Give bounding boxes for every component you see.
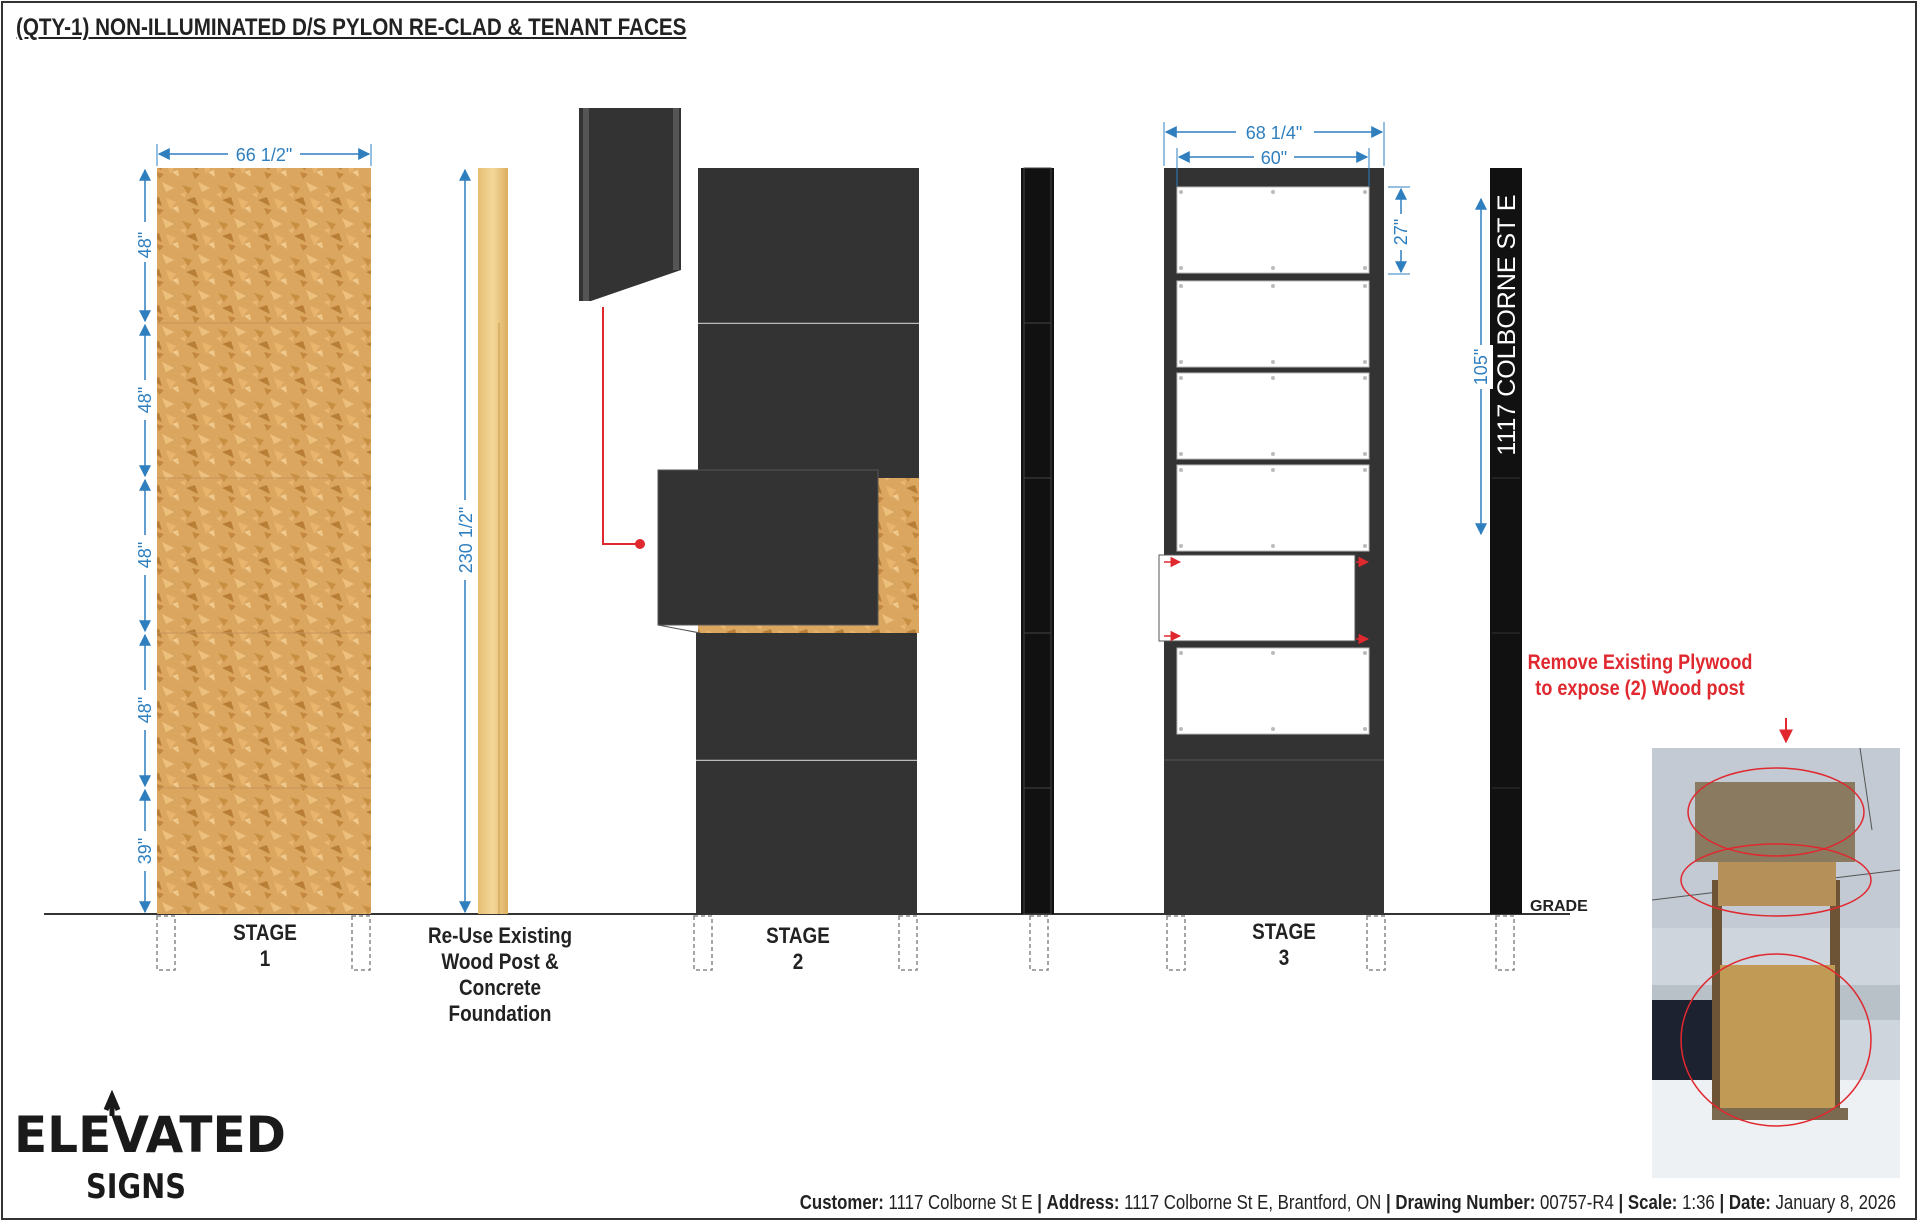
- panel5-height-label: 39": [135, 837, 155, 865]
- cap-extrusion: [579, 108, 681, 301]
- address-height-label: 105": [1471, 348, 1491, 386]
- red-leader-dot: [635, 539, 645, 549]
- logo-line1: ELEVATED: [14, 1106, 286, 1164]
- stage1-plywood: [157, 168, 371, 914]
- separator: |: [1385, 1192, 1391, 1214]
- existing-sign-photo: [1652, 748, 1900, 1178]
- tenant-face: [1177, 281, 1369, 367]
- drawing-number-label: Drawing Number:: [1395, 1192, 1536, 1214]
- tenant-face: [1177, 187, 1369, 273]
- footing: [157, 916, 175, 970]
- grade-label: GRADE: [1530, 898, 1588, 915]
- panel2-height-label: 48": [135, 386, 155, 414]
- panel3-height-label: 48": [135, 541, 155, 569]
- post-note-line2: Wood Post & Concrete: [441, 949, 559, 1000]
- panel1-height-label: 48": [135, 231, 155, 259]
- photo-note-line1: Remove Existing Plywood: [1527, 651, 1753, 674]
- tenant-face: [1177, 648, 1369, 734]
- footing: [352, 916, 370, 970]
- address-text: 1117 COLBORNE ST E: [1493, 194, 1521, 456]
- wood-post: [478, 168, 508, 914]
- separator: |: [1618, 1192, 1624, 1214]
- elevated-signs-logo: [12, 1090, 292, 1210]
- stage1-width-label: 66 1/2": [235, 145, 293, 165]
- stage3-inner-width-label: 60": [1260, 148, 1288, 168]
- customer-value: 1117 Colborne St E: [888, 1192, 1033, 1214]
- photo-note: [1515, 650, 1764, 702]
- red-leader-line: [603, 307, 636, 544]
- stage3-cabinet: [1159, 168, 1384, 914]
- address-value: 1117 Colborne St E, Brantford, ON: [1124, 1192, 1382, 1214]
- separator: |: [1037, 1192, 1042, 1214]
- stage3-outer-width-label: 68 1/4": [1245, 123, 1303, 143]
- post-height-label: 230 1/2": [456, 506, 476, 574]
- footing: [694, 916, 712, 970]
- tenant-face: [1177, 373, 1369, 459]
- stage2-label: STAGE 2: [766, 923, 830, 974]
- drawing-number-value: 00757-R4: [1540, 1192, 1614, 1214]
- date-value: January 8, 2026: [1775, 1192, 1896, 1214]
- post-note-line3: Foundation: [448, 1001, 552, 1026]
- logo-line2: SIGNS: [86, 1167, 186, 1207]
- drawing-title: (QTY-1) NON-ILLUMINATED D/S PYLON RE-CLAD & TENANT FACES: [16, 14, 687, 41]
- footing: [1367, 916, 1385, 970]
- side-profile: [1021, 168, 1054, 914]
- scale-value: 1:36: [1682, 1192, 1715, 1214]
- tenant-face: [1177, 465, 1369, 551]
- date-label: Date:: [1728, 1192, 1771, 1214]
- title-block-footer: [800, 1192, 1896, 1215]
- footing: [899, 916, 917, 970]
- stage1-label: STAGE 1: [233, 920, 297, 971]
- customer-label: Customer:: [799, 1192, 884, 1214]
- footing: [1030, 916, 1048, 970]
- tenant-face-sliding: [1159, 555, 1355, 641]
- tenant-face-height-label: 27": [1391, 218, 1411, 246]
- stage3-label: STAGE 3: [1252, 919, 1316, 970]
- panel4-height-label: 48": [135, 696, 155, 724]
- footing: [1496, 916, 1514, 970]
- scale-label: Scale:: [1627, 1192, 1678, 1214]
- photo-note-line2: to expose (2) Wood post: [1535, 677, 1745, 700]
- post-note: [405, 923, 594, 1027]
- post-note-line1: Re-Use Existing: [427, 923, 573, 948]
- separator: |: [1719, 1192, 1725, 1214]
- footing: [1167, 916, 1185, 970]
- stage2-cabinet: [658, 168, 919, 914]
- address-label: Address:: [1046, 1192, 1120, 1214]
